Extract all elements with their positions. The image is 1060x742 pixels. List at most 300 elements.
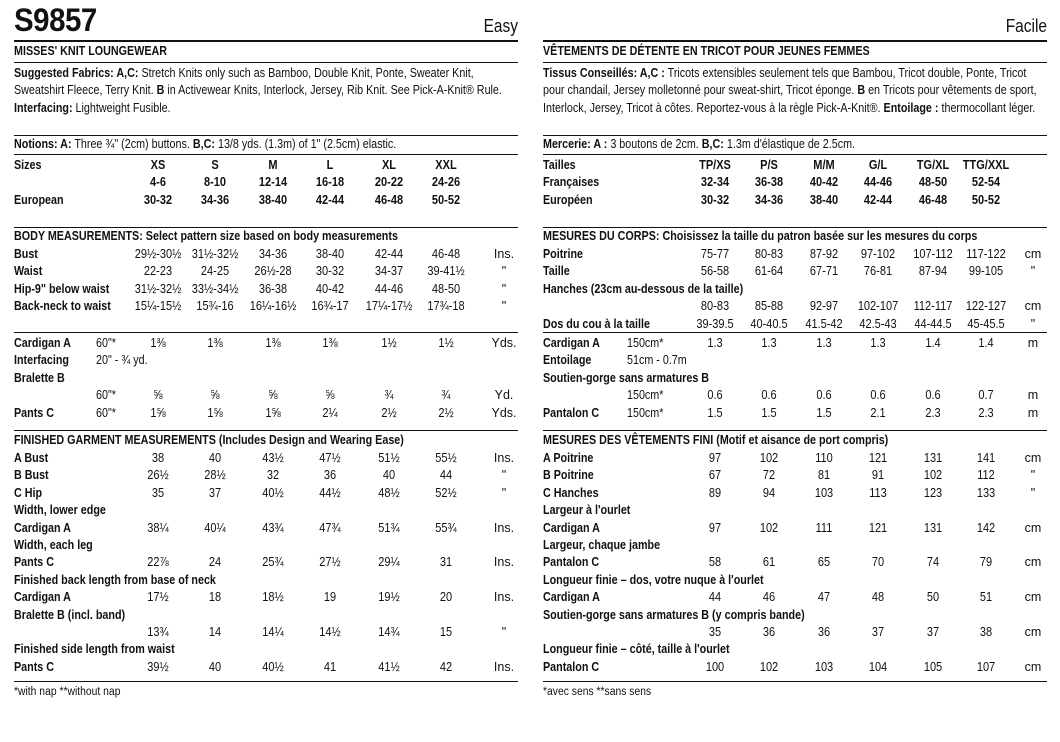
table-row (543, 157, 1047, 174)
fabric-width: 60"* (96, 388, 116, 403)
table-row (543, 624, 1047, 641)
table-cell: 61-64 (754, 264, 784, 279)
table-row (14, 572, 518, 589)
table-cell: 85-88 (754, 299, 784, 314)
unit-label: Yds. (491, 336, 517, 350)
row-label: Width, each leg (14, 538, 93, 552)
table-cell: 55½ (435, 451, 457, 465)
table-cell: 14¼ (262, 625, 284, 639)
table-cell: 2.1 (870, 405, 886, 420)
table-cell: 40½ (262, 659, 284, 674)
fabric-width: 60"* (96, 336, 116, 350)
table-row (14, 335, 518, 352)
table-cell: 31½-32½ (191, 247, 239, 261)
table-row (543, 589, 1047, 606)
table-cell: 33½-34½ (191, 281, 239, 296)
row-label: Cardigan A (543, 590, 600, 605)
table-cell: 1⅜ (150, 336, 166, 350)
unit-label: cm (1024, 451, 1042, 465)
table-cell: 34-36 (258, 247, 288, 261)
table-cell: 8-10 (203, 175, 227, 190)
table-cell: 41 (323, 659, 337, 674)
table-cell: 18 (208, 590, 222, 605)
table-cell: 142 (976, 520, 996, 535)
row-label: Largeur, chaque jambe (543, 538, 661, 552)
table-cell: 30-32 (700, 192, 730, 207)
table-cell: ⅝ (153, 388, 163, 403)
unit-label: Ins. (493, 247, 515, 261)
unit-label: m (1027, 405, 1039, 420)
table-cell: 70 (871, 555, 885, 570)
row-label: Tailles (543, 158, 576, 172)
row-label: Pants C (14, 659, 55, 674)
table-cell: 26½-28 (254, 264, 292, 279)
table-cell: 44 (439, 468, 453, 483)
row-label: Soutien-gorge sans armatures B (543, 370, 710, 385)
table-cell: 44-44.5 (914, 316, 952, 331)
table-cell: 32 (266, 468, 280, 483)
table-cell: 48-50 (431, 281, 461, 296)
row-label: Cardigan A (543, 520, 600, 535)
table-cell: 103 (814, 659, 834, 674)
table-cell: 19½ (378, 590, 400, 605)
row-label: C Hip (14, 485, 43, 500)
table-row (14, 263, 518, 280)
table-cell: XXL (435, 158, 457, 172)
unit-label: m (1027, 336, 1039, 350)
row-label: Pantalon C (543, 555, 600, 570)
table-cell: 102 (759, 659, 779, 674)
table-cell: ¾ (441, 388, 451, 403)
divider (14, 40, 518, 42)
row-label: Pants C (14, 405, 55, 420)
unit-label: " (1030, 468, 1036, 483)
table-cell: 30-32 (315, 264, 345, 279)
table-cell: 1.5 (816, 405, 832, 420)
table-row (14, 405, 518, 422)
table-cell: 1⅝ (265, 405, 281, 420)
table-cell: 20-22 (374, 175, 404, 190)
table-cell: 35 (708, 625, 722, 639)
table-cell: 99-105 (968, 264, 1004, 279)
table-cell: L (326, 158, 334, 172)
table-cell: 43½ (262, 451, 284, 465)
fabric-width: 60"* (96, 405, 116, 420)
table-cell: 0.6 (925, 388, 941, 403)
row-label: B Poitrine (543, 468, 594, 483)
table-cell: ⅝ (325, 388, 335, 403)
table-cell: 17¾-18 (427, 299, 465, 314)
table-row (543, 554, 1047, 571)
table-row (14, 607, 518, 624)
difficulty-level: Easy (483, 16, 518, 36)
table-cell: 1.4 (978, 336, 994, 350)
table-cell: 37 (926, 625, 940, 639)
table-row (543, 281, 1047, 298)
table-cell: 94 (762, 485, 776, 500)
table-cell: 15¾-16 (196, 299, 234, 314)
table-cell: 1.3 (707, 336, 723, 350)
table-cell: 87-92 (809, 247, 839, 261)
table-cell: 72 (762, 468, 776, 483)
table-cell: 39-39.5 (696, 316, 734, 331)
table-cell: 32-34 (700, 175, 730, 190)
table-row (543, 387, 1047, 404)
table-cell: 18½ (262, 590, 284, 605)
divider (14, 430, 518, 431)
table-cell: 104 (868, 659, 888, 674)
table-cell: 44 (708, 590, 722, 605)
table-row (543, 520, 1047, 537)
table-row (543, 467, 1047, 484)
row-label: Poitrine (543, 247, 584, 261)
table-cell: 112-117 (913, 299, 953, 314)
table-cell: 121 (868, 520, 888, 535)
table-row (14, 520, 518, 537)
divider (543, 154, 1047, 155)
row-label: Finished side length from waist (14, 642, 175, 657)
table-cell: 81 (817, 468, 831, 483)
unit-label: Ins. (493, 451, 515, 465)
table-cell: 55¾ (435, 520, 457, 535)
row-label: Françaises (543, 175, 600, 190)
row-label: Longueur finie – dos, votre nuque à l'ourlet (543, 572, 764, 587)
table-cell: 1.5 (761, 405, 777, 420)
table-row (14, 174, 518, 191)
row-label: Soutien-gorge sans armatures B (y compris bande) (543, 607, 805, 622)
table-row (543, 537, 1047, 554)
unit-label: cm (1024, 299, 1042, 314)
table-cell: 1.3 (816, 336, 832, 350)
table-cell: 111 (815, 520, 833, 535)
table-cell: 36 (817, 625, 831, 639)
table-row (543, 405, 1047, 422)
row-label: Waist (14, 264, 43, 279)
table-cell: 42 (439, 659, 453, 674)
table-cell: 79 (979, 555, 993, 570)
table-cell: 2½ (438, 405, 454, 420)
divider (543, 40, 1047, 42)
table-row (14, 467, 518, 484)
table-row (543, 246, 1047, 263)
table-cell: M (268, 158, 278, 172)
table-cell: 121 (868, 451, 888, 465)
finished-measurements-heading: FINISHED GARMENT MEASUREMENTS (Includes Design and Wearing Ease) (14, 433, 404, 447)
table-cell: 1⅜ (207, 336, 223, 350)
unit-label: cm (1024, 520, 1042, 535)
table-cell: 22-23 (143, 264, 173, 279)
table-cell: 117-122 (966, 247, 1006, 261)
table-cell: 14¾ (378, 625, 400, 639)
row-label: Cardigan A (14, 590, 71, 605)
table-cell: 1.3 (761, 336, 777, 350)
table-cell: 91 (871, 468, 885, 483)
divider (14, 62, 518, 63)
table-cell: XL (381, 158, 397, 172)
table-cell: 30-32 (143, 192, 173, 207)
unit-label: " (501, 485, 507, 500)
table-row (543, 298, 1047, 315)
row-label: European (14, 192, 64, 207)
table-cell: 19 (323, 590, 337, 605)
table-cell: S (211, 158, 219, 172)
unit-label: " (1030, 485, 1036, 500)
row-label: Européen (543, 192, 593, 207)
footnote: *with nap **without nap (14, 686, 121, 698)
row-label: Cardigan A (14, 336, 71, 350)
table-cell: 38¼ (147, 520, 169, 535)
table-cell: 97 (708, 451, 722, 465)
table-cell: 141 (976, 451, 996, 465)
table-row (14, 246, 518, 263)
table-cell: 0.7 (978, 388, 994, 403)
table-cell: 52-54 (971, 175, 1001, 190)
table-cell: 80-83 (700, 299, 730, 314)
body-measurements-heading: BODY MEASUREMENTS: Select pattern size based on body measurements (14, 229, 398, 243)
english-column (14, 0, 518, 742)
table-cell: 97-102 (860, 247, 896, 261)
row-label: Hip-9" below waist (14, 281, 110, 296)
table-cell: ¾ (384, 388, 394, 403)
table-cell: 43¾ (262, 520, 284, 535)
fabric-width: 20" - ¾ yd. (96, 353, 148, 368)
unit-label: Yds. (491, 405, 517, 420)
unit-label: Ins. (493, 555, 515, 570)
table-row (14, 624, 518, 641)
row-label: Dos du cou à la taille (543, 316, 650, 331)
table-row (14, 485, 518, 502)
table-cell: 16-18 (315, 175, 345, 190)
notions: Mercerie: A : 3 boutons de 2cm. B,C: 1.3m d'élastique de 2.5cm. (543, 137, 856, 151)
table-cell: 103 (814, 485, 834, 500)
unit-label: Ins. (493, 659, 515, 674)
table-cell: 17¼-17½ (365, 299, 413, 314)
row-label: A Poitrine (543, 451, 594, 465)
table-cell: 51½ (378, 451, 400, 465)
table-cell: 50 (926, 590, 940, 605)
table-cell: TTG/XXL (962, 158, 1010, 172)
table-cell: 15¼-15½ (134, 299, 182, 314)
table-cell: 105 (923, 659, 943, 674)
table-cell: 36-38 (258, 281, 288, 296)
table-cell: 0.6 (870, 388, 886, 403)
row-label: Sizes (14, 158, 42, 172)
table-cell: 37 (871, 625, 885, 639)
garment-title: MISSES' KNIT LOUNGEWEAR (14, 44, 168, 58)
row-label: Entoilage (543, 353, 592, 368)
table-row (543, 370, 1047, 387)
table-cell: 24-26 (431, 175, 461, 190)
table-row (543, 659, 1047, 676)
table-cell: 48½ (378, 485, 400, 500)
table-row (14, 502, 518, 519)
row-label: A Bust (14, 451, 49, 465)
unit-label: " (1030, 316, 1036, 331)
row-label: Taille (543, 264, 570, 279)
table-cell: 38-40 (258, 192, 288, 207)
unit-label: m (1027, 388, 1039, 403)
table-cell: 110 (815, 451, 833, 465)
table-cell: 24 (208, 555, 222, 570)
row-label: B Bust (14, 468, 49, 483)
divider (543, 681, 1047, 682)
table-cell: 75-77 (700, 247, 730, 261)
table-row (543, 572, 1047, 589)
row-label: Cardigan A (14, 520, 71, 535)
table-cell: 1⅝ (150, 405, 166, 420)
table-cell: 46-48 (374, 192, 404, 207)
table-cell: 38-40 (315, 247, 345, 261)
table-row (14, 352, 518, 369)
table-cell: 36 (762, 625, 776, 639)
unit-label: " (501, 281, 507, 296)
table-cell: 17½ (147, 590, 169, 605)
table-cell: 16¾-17 (311, 299, 349, 314)
table-cell: 38-40 (809, 192, 839, 207)
row-label: Bust (14, 247, 38, 261)
table-cell: 1⅜ (265, 336, 281, 350)
row-label: Pants C (14, 555, 55, 570)
difficulty-level: Facile (1005, 16, 1047, 36)
table-cell: 31 (439, 555, 453, 570)
pattern-number: S9857 (14, 2, 97, 38)
table-cell: XS (150, 158, 166, 172)
finished-measurements-heading: MESURES DES VÊTEMENTS FINI (Motif et aisance de port compris) (543, 433, 889, 447)
table-cell: 40 (208, 659, 222, 674)
table-cell: 122-127 (965, 299, 1007, 314)
table-row (543, 641, 1047, 658)
table-cell: 31½-32½ (134, 281, 182, 296)
table-cell: 131 (923, 520, 943, 535)
header (543, 0, 1047, 42)
table-cell: 44-46 (863, 175, 893, 190)
table-cell: 42-44 (374, 247, 404, 261)
table-cell: 1.3 (870, 336, 886, 350)
table-cell: 0.6 (761, 388, 777, 403)
unit-label: cm (1024, 659, 1042, 674)
divider (14, 154, 518, 155)
french-column (543, 0, 1047, 742)
table-cell: 56-58 (700, 264, 730, 279)
suggested-fabrics: Tissus Conseillés: A,C : Tricots extensibles seulement tels que Bambou, Tricot double, Ponte, Tricot pour chandail, Jersey molletonné pour sweat-shirt, Tricot éponge. B en Tricots pour vêtements de sport, Interlock, Jersey, Tricot à côtes. Reportez-vous à la règle Pick-A-Knit®. Entoilage : thermocollant léger. (543, 66, 1037, 115)
table-row (14, 192, 518, 209)
table-cell: 67 (708, 468, 722, 483)
table-cell: 131 (923, 451, 943, 465)
table-cell: 29¼ (378, 555, 400, 570)
table-row (14, 281, 518, 298)
table-cell: 58 (708, 555, 722, 570)
row-label: Back-neck to waist (14, 299, 111, 314)
table-cell: 102 (759, 451, 779, 465)
table-cell: ⅝ (210, 388, 220, 403)
table-cell: 38 (151, 451, 165, 465)
table-cell: 46 (762, 590, 776, 605)
table-cell: 100 (705, 659, 725, 674)
unit-label: Ins. (493, 590, 515, 605)
table-row (543, 192, 1047, 209)
table-cell: 14½ (319, 625, 341, 639)
unit-label: Ins. (493, 520, 515, 535)
table-cell: 0.6 (816, 388, 832, 403)
table-row (14, 641, 518, 658)
table-cell: 37 (208, 485, 222, 500)
row-label: Cardigan A (543, 336, 600, 350)
table-cell: 0.6 (707, 388, 723, 403)
unit-label: " (501, 468, 507, 483)
table-cell: 40-40.5 (750, 316, 788, 331)
row-label: Bralette B (14, 370, 65, 385)
row-label: Hanches (23cm au-dessous de la taille) (543, 281, 744, 296)
table-row (14, 157, 518, 174)
table-cell: 1⅜ (322, 336, 338, 350)
table-cell: 2.3 (978, 405, 994, 420)
table-cell: 46-48 (431, 247, 461, 261)
row-label: Finished back length from base of neck (14, 572, 216, 587)
table-cell: 41½ (378, 659, 400, 674)
header (14, 0, 518, 42)
table-cell: 44-46 (374, 281, 404, 296)
table-cell: 61 (762, 555, 776, 570)
row-label: C Hanches (543, 485, 599, 500)
table-cell: 2.3 (925, 405, 941, 420)
table-cell: 34-36 (200, 192, 230, 207)
unit-label: cm (1024, 625, 1042, 639)
unit-label: " (501, 299, 507, 314)
table-cell: 112 (977, 468, 995, 483)
table-row (14, 659, 518, 676)
fabric-width: 150cm* (627, 405, 664, 420)
table-cell: 65 (817, 555, 831, 570)
table-cell: 102 (759, 520, 779, 535)
table-cell: 39½ (147, 659, 169, 674)
table-cell: 12-14 (258, 175, 288, 190)
table-cell: 2¼ (322, 405, 338, 420)
table-cell: 48 (871, 590, 885, 605)
table-cell: 13¾ (147, 625, 169, 639)
table-cell: 35 (151, 485, 165, 500)
table-cell: 40-42 (315, 281, 345, 296)
table-cell: 15 (439, 625, 453, 639)
table-cell: 28½ (204, 468, 226, 483)
unit-label: Yd. (494, 388, 514, 403)
table-cell: 40¼ (204, 520, 226, 535)
table-cell: 22⅞ (147, 555, 169, 570)
table-cell: 1.5 (707, 405, 723, 420)
table-cell: 25¾ (262, 555, 284, 570)
row-label: Pantalon C (543, 405, 600, 420)
table-cell: 39-41½ (427, 264, 465, 279)
divider (543, 430, 1047, 431)
table-cell: 34-36 (754, 192, 784, 207)
table-cell: 29½-30½ (134, 247, 182, 261)
fabric-width: 150cm* (627, 388, 664, 403)
table-cell: 2½ (381, 405, 397, 420)
table-row (543, 316, 1047, 333)
row-label: Width, lower edge (14, 503, 106, 518)
table-cell: 48-50 (918, 175, 948, 190)
fabric-width: 150cm* (627, 336, 664, 350)
table-cell: P/S (760, 158, 778, 172)
table-row (543, 485, 1047, 502)
unit-label: " (501, 625, 507, 639)
table-cell: 52½ (435, 485, 457, 500)
table-cell: 102 (923, 468, 943, 483)
table-row (543, 335, 1047, 352)
table-cell: 67-71 (809, 264, 839, 279)
table-cell: 74 (926, 555, 940, 570)
table-cell: 1⅝ (207, 405, 223, 420)
table-row (14, 589, 518, 606)
